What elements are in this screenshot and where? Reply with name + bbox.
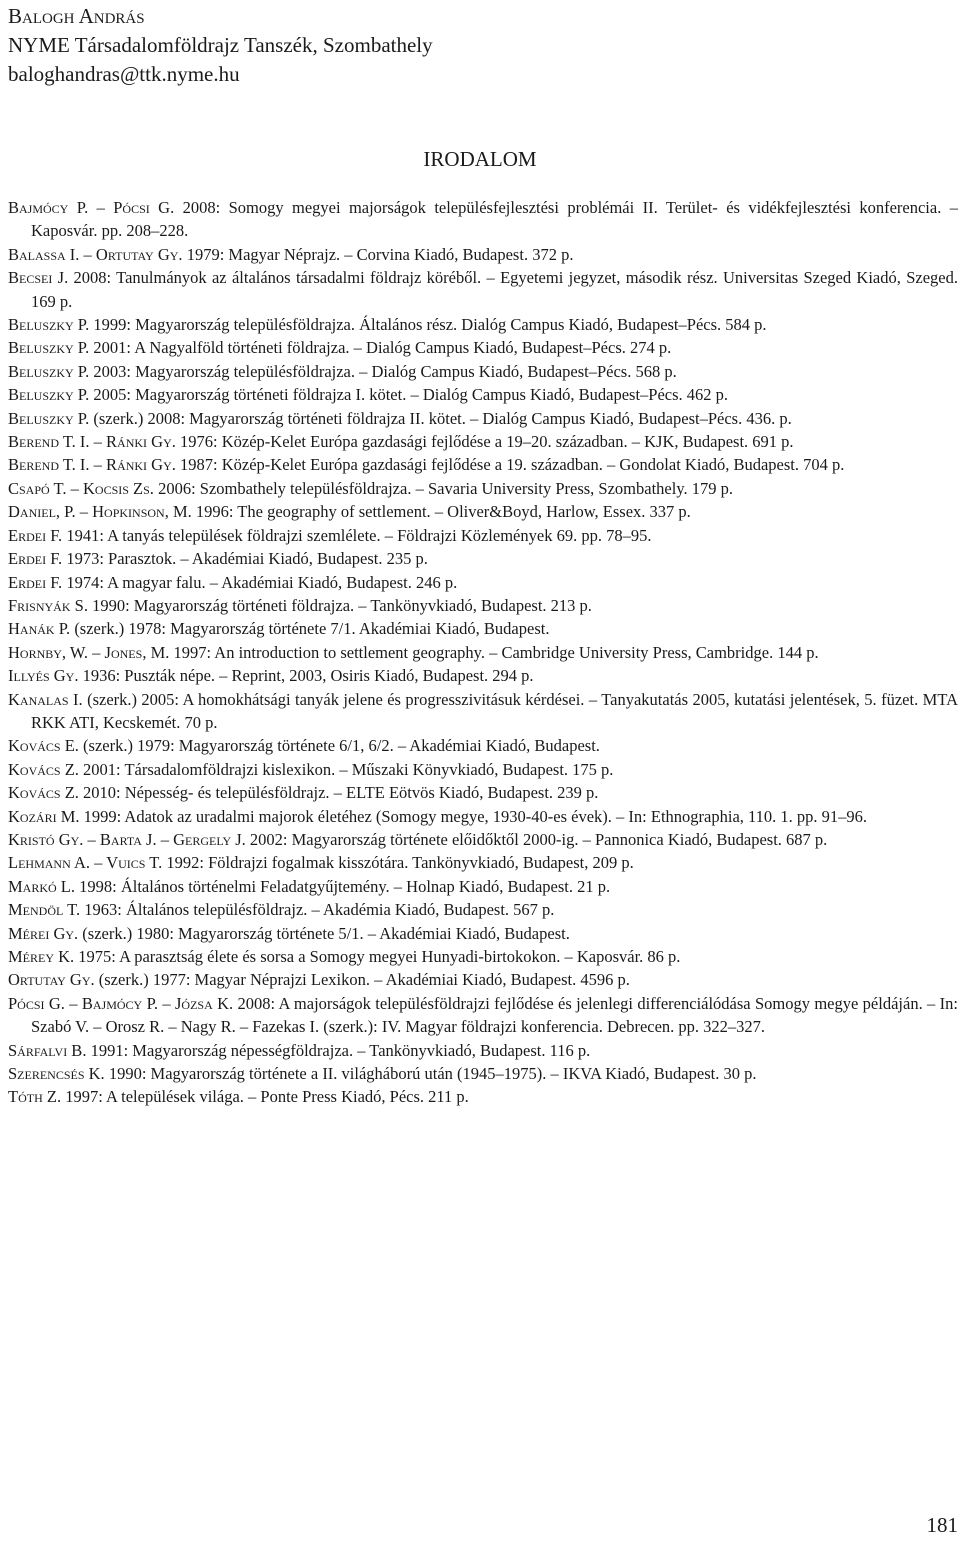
reference-text: 1963: Általános településföldrajz. – Akadémia Kiadó, Budapest. 567 p.: [80, 900, 555, 920]
reference-text: 1991: Magyarország népességföldrajza. – Tankönyvkiadó, Budapest. 116 p.: [86, 1040, 591, 1060]
reference-item: [8, 851, 958, 874]
reference-text: 2001: A Nagyalföld történeti földrajza. – Dialóg Campus Kiadó, Budapest–Pécs. 274 p.: [89, 338, 672, 358]
reference-item: [8, 688, 958, 735]
reference-authors: Erdei F.: [8, 549, 63, 569]
reference-authors: Kanalas I.: [8, 689, 83, 709]
reference-text: 1999: Magyarország településföldrajza. Általános rész. Dialóg Campus Kiadó, Budapest–Pécs. 584 p.: [89, 315, 767, 335]
reference-item: [8, 1039, 958, 1062]
section-heading: IRODALOM: [423, 147, 537, 171]
reference-text: 2008: Tanulmányok az általános társadalmi földrajz köréből. – Egyetemi jegyzet, második rész. Universitas Szeged Kiadó, Szeged. 169 p.: [31, 268, 958, 311]
reference-authors: Ortutay Gy.: [8, 970, 95, 990]
reference-item: [8, 734, 958, 757]
reference-text: 1990: Magyarország története a II. világháború után (1945–1975). – IKVA Kiadó, Budapest. 30 p.: [104, 1064, 757, 1084]
reference-authors: Markó L.: [8, 876, 76, 896]
reference-item: [8, 945, 958, 968]
reference-authors: Mendöl T.: [8, 900, 81, 920]
reference-authors: Illyés Gy.: [8, 666, 79, 686]
reference-text: 1941: A tanyás települések földrajzi szemlélete. – Földrajzi Közlemények 69. pp. 78–95.: [62, 525, 652, 545]
reference-authors: Beluszky P.: [8, 361, 90, 381]
reference-authors: Erdei F.: [8, 572, 63, 592]
reference-authors: Frisnyák S.: [8, 595, 88, 615]
reference-authors: Hanák P.: [8, 619, 71, 639]
reference-item: [8, 313, 958, 336]
reference-authors: Daniel, P. – Hopkinson, M.: [8, 502, 192, 522]
reference-item: [8, 664, 958, 687]
author-affiliation: NYME Társadalomföldrajz Tanszék, Szombathely: [8, 33, 433, 57]
reference-text: 1974: A magyar falu. – Akadémiai Kiadó, Budapest. 246 p.: [62, 572, 458, 592]
reference-authors: Csapó T. – Kocsis Zs.: [8, 478, 154, 498]
reference-authors: Kovács Z.: [8, 783, 79, 803]
reference-text: (szerk.) 1978: Magyarország története 7/1. Akadémiai Kiadó, Budapest.: [70, 619, 550, 639]
reference-authors: Mérei Gy.: [8, 923, 79, 943]
reference-text: 2005: Magyarország történeti földrajza I. kötet. – Dialóg Campus Kiadó, Budapest–Pécs. 462 p.: [89, 385, 729, 405]
reference-text: 2010: Népesség- és településföldrajz. – ELTE Eötvös Kiadó, Budapest. 239 p.: [78, 783, 599, 803]
reference-item: [8, 336, 958, 359]
reference-text: 1976: Közép-Kelet Európa gazdasági fejlődése a 19–20. században. – KJK, Budapest. 691 p.: [175, 432, 794, 452]
reference-item: [8, 453, 958, 476]
reference-item: [8, 781, 958, 804]
reference-list: [8, 196, 958, 1109]
author-email: baloghandras@ttk.nyme.hu: [8, 62, 240, 86]
reference-text: 1979: Magyar Néprajz. – Corvina Kiadó, Budapest. 372 p.: [182, 244, 574, 264]
author-name: Balogh András: [8, 4, 145, 28]
reference-item: [8, 992, 958, 1039]
reference-authors: Beluszky P.: [8, 408, 90, 428]
reference-item: [8, 477, 958, 500]
reference-text: 1992: Földrajzi fogalmak kisszótára. Tankönyvkiadó, Budapest, 209 p.: [162, 853, 634, 873]
reference-item: [8, 266, 958, 313]
reference-text: 1997: A települések világa. – Ponte Press Kiadó, Pécs. 211 p.: [61, 1087, 469, 1107]
reference-authors: Beluszky P.: [8, 338, 90, 358]
reference-text: 2001: Társadalomföldrajzi kislexikon. – Műszaki Könyvkiadó, Budapest. 175 p.: [78, 759, 614, 779]
reference-authors: Hornby, W. – Jones, M.: [8, 642, 170, 662]
reference-item: [8, 407, 958, 430]
reference-authors: Kristó Gy. – Barta J. – Gergely J.: [8, 829, 246, 849]
reference-text: 1987: Közép-Kelet Európa gazdasági fejlődése a 19. században. – Gondolat Kiadó, Budapest. 704 p.: [175, 455, 845, 475]
reference-text: (szerk.) 1980: Magyarország története 5/1. – Akadémiai Kiadó, Budapest.: [78, 923, 570, 943]
reference-authors: Beluszky P.: [8, 315, 90, 335]
reference-item: [8, 547, 958, 570]
reference-text: 1998: Általános történelmi Feladatgyűjtemény. – Holnap Kiadó, Budapest. 21 p.: [75, 876, 611, 896]
reference-text: (szerk.) 1979: Magyarország története 6/1, 6/2. – Akadémiai Kiadó, Budapest.: [78, 736, 600, 756]
reference-text: 1999: Adatok az uradalmi majorok életéhez (Somogy megye, 1930-40-es évek). – In: Ethnographia, 110. 1. pp. 91–96.: [79, 806, 868, 826]
reference-item: [8, 1062, 958, 1085]
reference-text: (szerk.) 1977: Magyar Néprajzi Lexikon. – Akadémiai Kiadó, Budapest. 4596 p.: [94, 970, 630, 990]
reference-authors: Mérey K.: [8, 947, 75, 966]
page-number: 181: [926, 1513, 958, 1537]
reference-item: [8, 524, 958, 547]
reference-text: 2002: Magyarország története előidőktől 2000-ig. – Pannonica Kiadó, Budapest. 687 p.: [245, 829, 828, 849]
reference-authors: Kozári M.: [8, 806, 80, 826]
reference-item: [8, 875, 958, 898]
reference-item: [8, 898, 958, 921]
reference-authors: Balassa I. – Ortutay Gy.: [8, 244, 183, 264]
reference-authors: Lehmann A. – Vuics T.: [8, 853, 163, 873]
reference-text: 1996: The geography of settlement. – Oliver&Boyd, Harlow, Essex. 337 p.: [191, 502, 691, 522]
reference-item: [8, 500, 958, 523]
reference-item: [8, 243, 958, 266]
reference-item: [8, 617, 958, 640]
reference-item: [8, 360, 958, 383]
reference-authors: Sárfalvi B.: [8, 1040, 87, 1060]
reference-authors: Kovács Z.: [8, 759, 79, 779]
reference-text: (szerk.) 2008: Magyarország történeti földrajza II. kötet. – Dialóg Campus Kiadó, Budapest–Pécs. 436. p.: [89, 408, 792, 428]
reference-item: [8, 968, 958, 991]
reference-authors: Becsei J.: [8, 268, 69, 288]
reference-text: 2008: A majorságok településföldrajzi fejlődése és jelenlegi differenciálódása Somogy megye példáján. – In: Szabó V. – Orosz R. – Nagy R. – Fazekas I. (szerk.): IV. Magyar földrajzi konferencia. Debrecen. pp. 322–327.: [31, 993, 958, 1037]
reference-item: [8, 641, 958, 664]
reference-text: 2006: Szombathely településföldrajza. – Savaria University Press, Szombathely. 179 p.: [153, 478, 733, 498]
reference-authors: Bajmócy P. – Pócsi G.: [8, 198, 175, 217]
reference-authors: Tóth Z.: [8, 1087, 62, 1107]
author-block: [8, 2, 433, 89]
reference-authors: Berend T. I. – Ránki Gy.: [8, 455, 176, 475]
reference-item: [8, 758, 958, 781]
reference-item: [8, 1085, 958, 1108]
reference-text: 1936: Puszták népe. – Reprint, 2003, Osiris Kiadó, Budapest. 294 p.: [78, 666, 534, 686]
reference-item: [8, 594, 958, 617]
reference-item: [8, 805, 958, 828]
reference-authors: Pócsi G. – Bajmócy P. – Józsa K.: [8, 993, 234, 1013]
reference-text: 1973: Parasztok. – Akadémiai Kiadó, Budapest. 235 p.: [62, 549, 428, 569]
reference-authors: Szerencsés K.: [8, 1064, 105, 1084]
reference-authors: Beluszky P.: [8, 385, 90, 405]
reference-item: [8, 430, 958, 453]
reference-item: [8, 383, 958, 406]
reference-text: 1997: An introduction to settlement geography. – Cambridge University Press, Cambridge. 144 p.: [169, 642, 819, 662]
reference-text: (szerk.) 2005: A homokhátsági tanyák jelene és progresszivitásuk kérdései. – Tanyakutatás 2005, kutatási jelentések, 5. füzet. MTA RKK ATI, Kecskemét. 70 p.: [31, 689, 958, 732]
reference-authors: Erdei F.: [8, 525, 63, 545]
reference-text: 1990: Magyarország történeti földrajza. – Tankönyvkiadó, Budapest. 213 p.: [87, 595, 592, 615]
reference-text: 2008: Somogy megyei majorságok településfejlesztési problémái II. Terület- és vidékfejlesztési konferencia. – Kaposvár. pp. 208–228.: [31, 198, 958, 241]
reference-item: [8, 922, 958, 945]
reference-item: [8, 828, 958, 851]
reference-authors: Kovács E.: [8, 736, 79, 756]
reference-authors: Berend T. I. – Ránki Gy.: [8, 432, 176, 452]
reference-item: [8, 196, 958, 243]
reference-text: 1975: A parasztság élete és sorsa a Somogy megyei Hunyadi-birtokokon. – Kaposvár. 86 p.: [74, 947, 681, 966]
reference-text: 2003: Magyarország településföldrajza. – Dialóg Campus Kiadó, Budapest–Pécs. 568 p.: [89, 361, 677, 381]
reference-item: [8, 571, 958, 594]
